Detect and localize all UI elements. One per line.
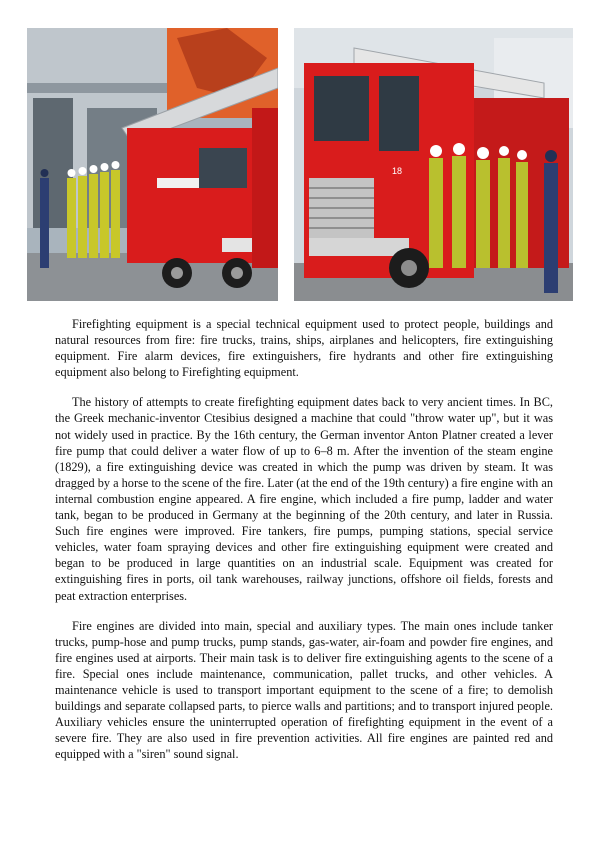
fire-truck-ladder-illustration (27, 28, 278, 301)
paragraph-definition: Firefighting equipment is a special technical equipment used to protect people, buildings and natural resources from fire: fire trucks, trains, ships, airplanes and helicopters, fire extinguishing equipment. Fire alarm devices, fire extinguishers, fire hydrants and other fire extinguishing equipment also belong to Firefighting equipment. (55, 317, 553, 380)
fire-truck-crew-photo (294, 28, 573, 301)
article-body (55, 316, 553, 776)
paragraph-history: The history of attempts to create firefighting equipment dates back to very ancient times. In BC, the Greek mechanic-inventor Ctesibius designed a machine that could "throw water up", but it was not widely used in practice. By the 16th century, the German inventor Anton Platner created a lever fire pump that could deliver a water flow of up to 6–8 m. After the invention of the steam engine (1829), a fire extinguishing device was created in which the pump was driven by steam. It was dragged by a horse to the scene of the fire. Later (at the end of the 19th century) a fire engine with an internal combustion engine appeared. A fire engine, which included a fire pump, ladder and water tank, began to be produced in Germany at the beginning of the 20th century, and later in Russia. Such fire engines were improved. Fire tankers, fire pumps, pumping stations, special service vehicles, water foam spraying devices and other fire extinguishing equipment were created and began to be produced in large quantities on an industrial scale. Equipment was created for extinguishing fires in ports, oil tank warehouses, railway junctions, offshore oil fields, forests and peat extraction enterprises. (55, 395, 553, 603)
fire-truck-ladder-photo (27, 28, 278, 301)
fire-truck-crew-illustration (294, 28, 573, 301)
truck-number: 18 (392, 166, 403, 176)
paragraph-types: Fire engines are divided into main, special and auxiliary types. The main ones include tanker trucks, pump-hose and pump trucks, pump stands, gas-water, air-foam and powder fire engines, and fire engines used at airports. Their main task is to deliver fire extinguishing agents to the scene of a fire. Special ones include maintenance, communication, pallet trucks, and other vehicles. A maintenance vehicle is used to transport important equipment to the scene of a fire; to demolish buildings and separate collapsed parts, to pierce walls and partitions; and to transport injured people. Auxiliary vehicles ensure the uninterrupted operation of firefighting equipment in the event of a severe fire. They are also used in fire prevention activities. All fire engines are painted red and equipped with a "siren" sound signal. (55, 618, 553, 762)
